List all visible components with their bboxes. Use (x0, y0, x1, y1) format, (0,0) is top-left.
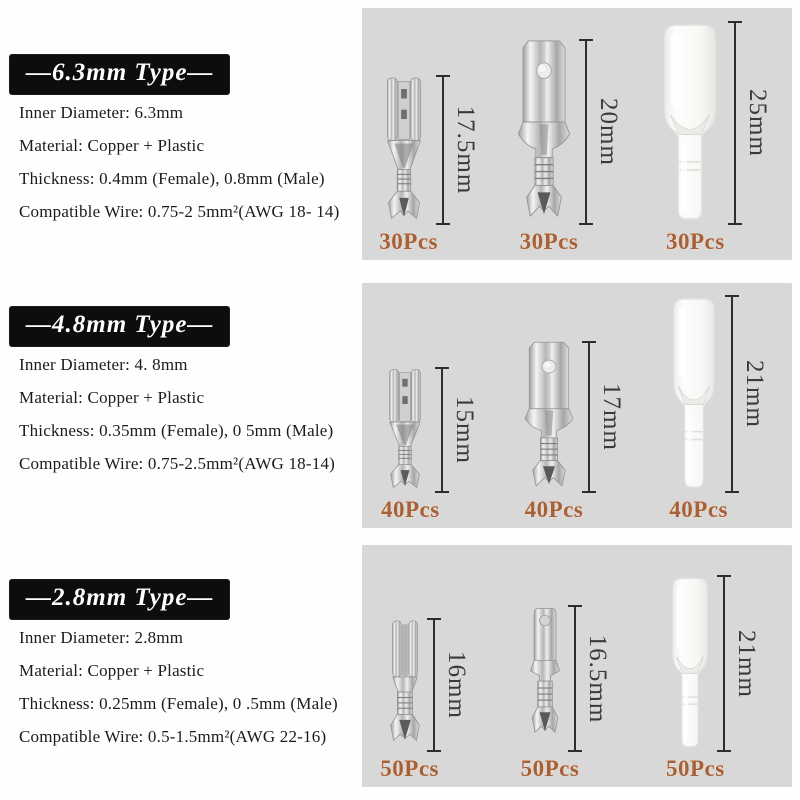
product-item-male-terminal (520, 605, 619, 782)
female-terminal-image (375, 75, 433, 225)
dimension-indicator (718, 575, 768, 752)
dimension-label: 20mm (594, 98, 622, 166)
dimension-label: 25mm (744, 89, 772, 157)
product-panel-2-8mm (362, 545, 792, 787)
dimension-label: 21mm (740, 360, 768, 428)
dimension-label: 17mm (597, 383, 625, 451)
product-item-sleeve (655, 21, 779, 255)
spec-section-4-8mm (10, 307, 358, 487)
spec-material: Material: Copper + Plastic (19, 661, 205, 680)
spec-inner-diameter: Inner Diameter: 4. 8mm (19, 355, 188, 374)
spec-lines (10, 628, 358, 747)
product-item-male-terminal (519, 339, 633, 523)
spec-thickness: Thickness: 0.35mm (Female), 0 5mm (Male) (19, 421, 334, 440)
quantity-label: 30Pcs (665, 229, 725, 254)
product-item-female-terminal (375, 75, 487, 255)
insulating-sleeve-image (666, 295, 722, 493)
dimension-ruler (585, 39, 587, 225)
dimension-ruler (734, 21, 736, 225)
male-terminal-image (519, 339, 579, 493)
quantity-label: 50Pcs (665, 756, 725, 781)
female-bullet-terminal-image (386, 618, 424, 752)
dimension-ruler (441, 367, 443, 493)
dimension-indicator (580, 39, 630, 225)
spec-compatible-wire: Compatible Wire: 0.75-2 5mm²(AWG 18- 14) (19, 202, 340, 221)
spec-lines (10, 103, 358, 222)
quantity-label: 40Pcs (524, 497, 584, 522)
product-panel-6-3mm (362, 8, 792, 260)
type-banner-4-8mm: —4.8mm Type— (10, 307, 229, 346)
dimension-indicator (437, 75, 487, 225)
dimension-ruler (433, 618, 435, 752)
male-terminal-image (512, 37, 576, 225)
dimension-indicator (729, 21, 779, 225)
quantity-label: 40Pcs (669, 497, 728, 522)
spec-compatible-wire: Compatible Wire: 0.75-2.5mm²(AWG 18-14) (19, 454, 336, 473)
dimension-ruler (723, 575, 725, 752)
spec-inner-diameter: Inner Diameter: 2.8mm (19, 628, 184, 647)
dimension-indicator (428, 618, 478, 752)
dimension-ruler (731, 295, 733, 493)
spec-section-2-8mm (10, 580, 358, 760)
spec-section-6-3mm (10, 55, 358, 235)
female-terminal-image (378, 367, 432, 493)
item-body (386, 618, 478, 752)
product-item-sleeve (666, 295, 776, 523)
quantity-label: 40Pcs (380, 497, 440, 522)
dimension-label: 17.5mm (451, 105, 479, 195)
quantity-label: 30Pcs (379, 229, 439, 254)
item-body (512, 37, 630, 225)
item-body (655, 21, 779, 225)
type-banner-6-3mm: —6.3mm Type— (10, 55, 229, 94)
spec-compatible-wire: Compatible Wire: 0.5-1.5mm²(AWG 22-16) (19, 727, 327, 746)
product-item-male-terminal (512, 37, 630, 255)
spec-lines (10, 355, 358, 474)
product-item-sleeve (666, 575, 768, 782)
dimension-label: 16.5mm (583, 634, 611, 723)
dimension-label: 15mm (451, 396, 479, 464)
product-item-female-terminal (380, 618, 478, 782)
spec-material: Material: Copper + Plastic (19, 388, 205, 407)
insulating-sleeve-image (655, 21, 725, 225)
spec-thickness: Thickness: 0.25mm (Female), 0 .5mm (Male) (19, 694, 338, 713)
dimension-indicator (569, 605, 619, 752)
item-body (378, 367, 486, 493)
dimension-ruler (442, 75, 444, 225)
dimension-label: 16mm (442, 651, 470, 719)
dimension-ruler (588, 341, 590, 493)
dimension-indicator (726, 295, 776, 493)
quantity-label: 50Pcs (380, 756, 440, 781)
dimension-label: 21mm (733, 629, 761, 698)
quantity-label: 30Pcs (519, 229, 579, 254)
type-banner-2-8mm: —2.8mm Type— (10, 580, 229, 619)
item-body (525, 605, 619, 752)
item-body (666, 575, 768, 752)
item-body (666, 295, 776, 493)
item-body (375, 75, 487, 225)
item-body (519, 339, 633, 493)
dimension-indicator (583, 341, 633, 493)
spec-inner-diameter: Inner Diameter: 6.3mm (19, 103, 184, 122)
spec-thickness: Thickness: 0.4mm (Female), 0.8mm (Male) (19, 169, 325, 188)
quantity-label: 50Pcs (520, 756, 580, 781)
male-bullet-terminal-image (525, 605, 565, 752)
dimension-indicator (436, 367, 486, 493)
insulating-sleeve-image (666, 575, 714, 752)
product-item-female-terminal (378, 367, 486, 523)
spec-material: Material: Copper + Plastic (19, 136, 205, 155)
product-panel-4-8mm (362, 283, 792, 528)
dimension-ruler (574, 605, 576, 752)
